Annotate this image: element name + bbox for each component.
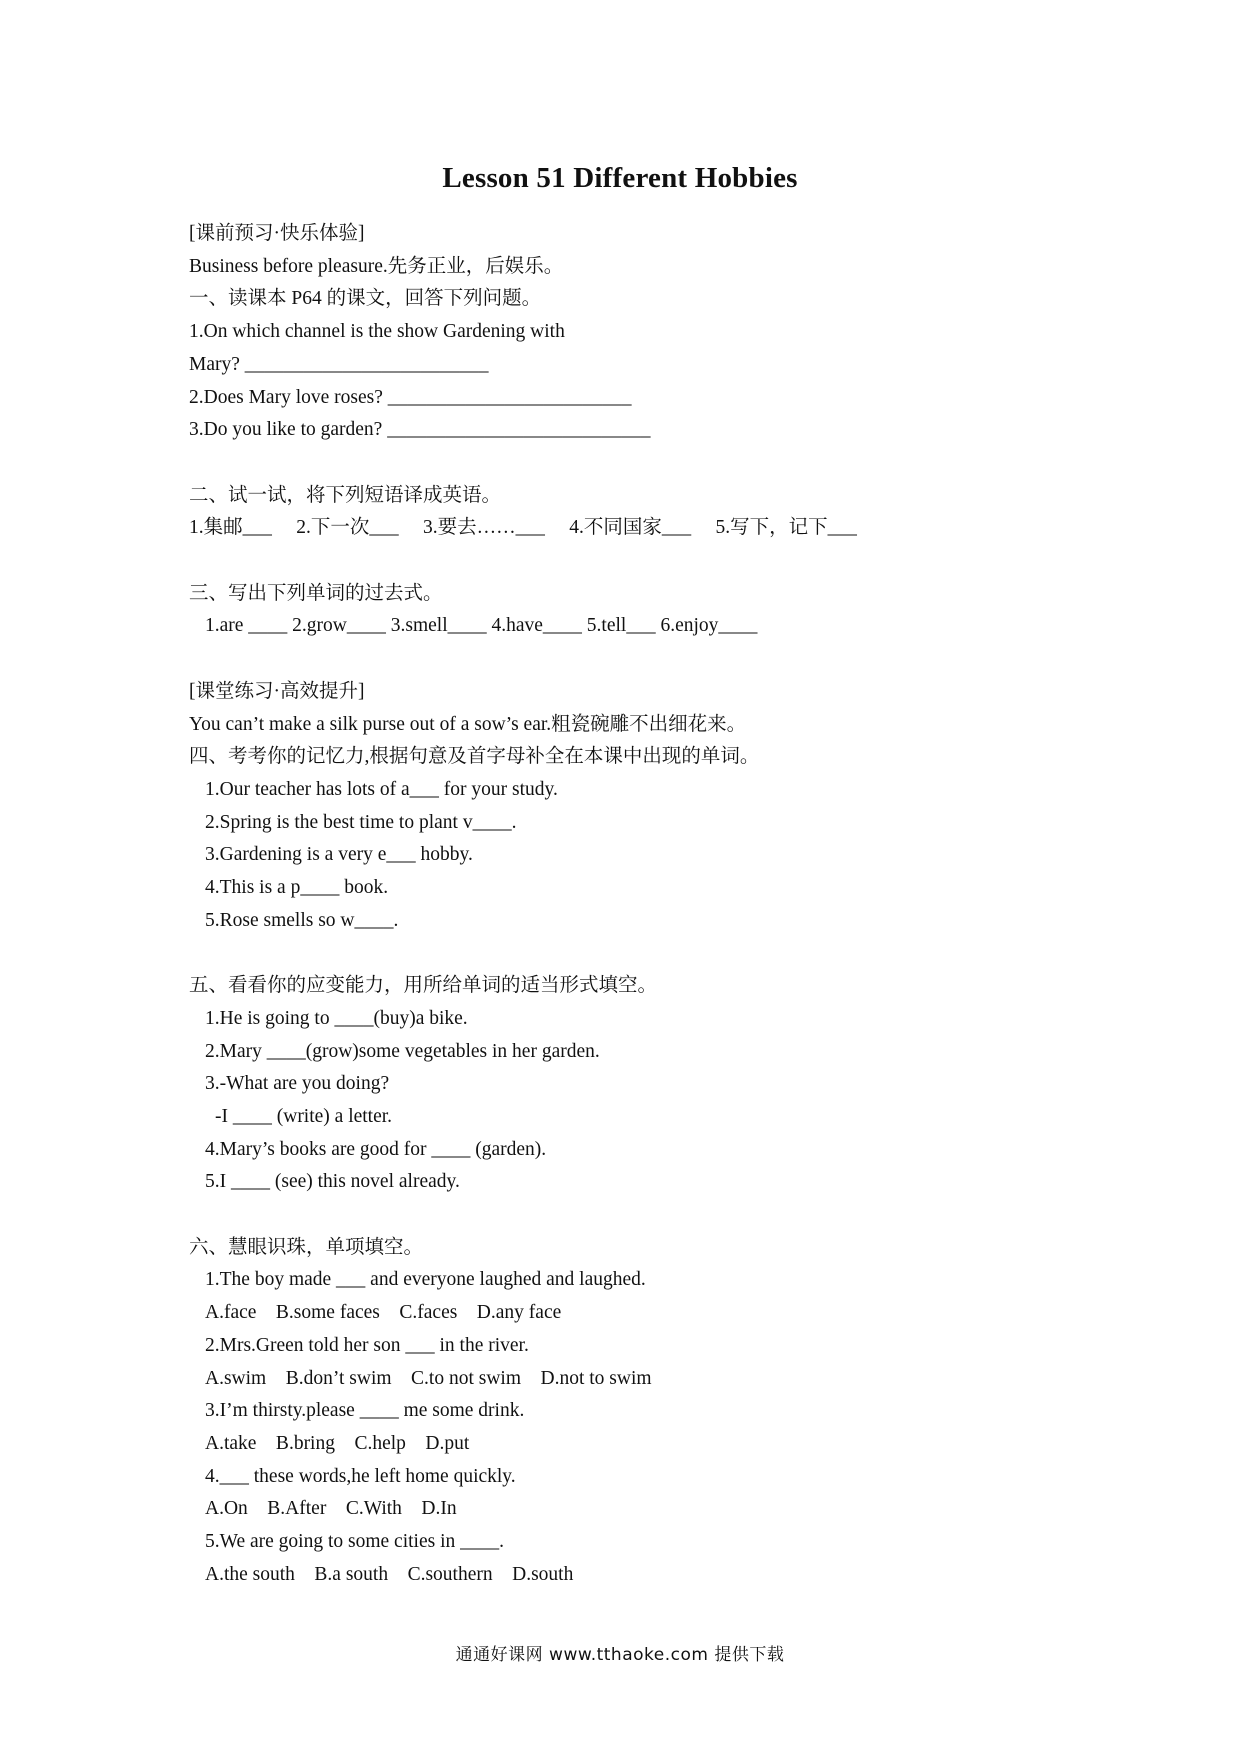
section6-question-options: A.swim B.don’t swim C.to not swim D.not to swim xyxy=(205,1367,652,1389)
section1-question-2: 2.Does Mary love roses? _________________________ xyxy=(189,386,632,408)
worksheet-content xyxy=(189,218,1089,1591)
spacer xyxy=(189,447,1089,480)
section4-item: 3.Gardening is a very e___ hobby. xyxy=(205,844,473,866)
section5-heading: 五、看看你的应变能力，用所给单词的适当形式填空。 xyxy=(189,975,658,997)
section6-question-stem: 2.Mrs.Green told her son ___ in the river. xyxy=(205,1334,529,1356)
section6-question-options: A.the south B.a south C.southern D.south xyxy=(205,1563,574,1585)
section6-question-stem: 1.The boy made ___ and everyone laughed and laughed. xyxy=(205,1269,646,1291)
section4-item: 4.This is a p____ book. xyxy=(205,877,389,899)
section5-item: 5.I ____ (see) this novel already. xyxy=(205,1171,460,1193)
section6-question-stem: 4.___ these words,he left home quickly. xyxy=(205,1465,516,1487)
section5-item: 4.Mary’s books are good for ____ (garden). xyxy=(205,1138,547,1160)
section5-item: 3.-What are you doing? xyxy=(205,1073,390,1095)
section4-item: 5.Rose smells so w____. xyxy=(205,909,399,931)
section6-question-stem: 5.We are going to some cities in ____. xyxy=(205,1531,504,1553)
section2-heading: 二、试一试，将下列短语译成英语。 xyxy=(189,484,502,506)
section6-heading: 六、慧眼识珠，单项填空。 xyxy=(189,1236,424,1258)
section1-heading: 一、读课本 P64 的课文，回答下列问题。 xyxy=(189,288,542,310)
section2-items: 1.集邮___ 2.下一次___ 3.要去……___ 4.不同国家___ 5.写下，记下___ xyxy=(189,517,857,539)
in-class-proverb: You can’t make a silk purse out of a sow’s ear.粗瓷碗雕不出细花来。 xyxy=(189,713,747,735)
section1-question-1b: Mary? _________________________ xyxy=(189,353,489,375)
section5-item-reply: -I ____ (write) a letter. xyxy=(215,1105,393,1127)
section1-question-1a: 1.On which channel is the show Gardening with xyxy=(189,321,565,343)
spacer xyxy=(189,643,1089,676)
section6-question-stem: 3.I’m thirsty.please ____ me some drink. xyxy=(205,1400,525,1422)
in-class-header: [课堂练习·高效提升] xyxy=(189,680,365,702)
section1-question-3: 3.Do you like to garden? ___________________________ xyxy=(189,419,651,441)
pre-class-proverb: Business before pleasure.先务正业，后娱乐。 xyxy=(189,255,564,277)
section4-heading: 四、考考你的记忆力,根据句意及首字母补全在本课中出现的单词。 xyxy=(189,746,760,768)
pre-class-header: [课前预习·快乐体验] xyxy=(189,223,365,244)
section4-item: 1.Our teacher has lots of a___ for your study. xyxy=(205,778,558,800)
section3-heading: 三、写出下列单词的过去式。 xyxy=(189,582,443,604)
section5-item: 1.He is going to ____(buy)a bike. xyxy=(205,1007,468,1029)
page-footer: 通通好课网 www.tthaoke.com 提供下载 xyxy=(455,1645,785,1665)
section5-item: 2.Mary ____(grow)some vegetables in her garden. xyxy=(205,1040,600,1062)
page-title: Lesson 51 Different Hobbies xyxy=(442,162,798,194)
spacer xyxy=(189,1199,1089,1232)
section6-question-options: A.On B.After C.With D.In xyxy=(205,1498,457,1520)
spacer xyxy=(189,545,1089,578)
section3-items: 1.are ____ 2.grow____ 3.smell____ 4.have____ 5.tell___ 6.enjoy____ xyxy=(205,615,758,637)
section4-item: 2.Spring is the best time to plant v____. xyxy=(205,811,517,833)
spacer xyxy=(189,937,1089,970)
section6-question-options: A.face B.some faces C.faces D.any face xyxy=(205,1302,562,1324)
section6-question-options: A.take B.bring C.help D.put xyxy=(205,1432,470,1454)
